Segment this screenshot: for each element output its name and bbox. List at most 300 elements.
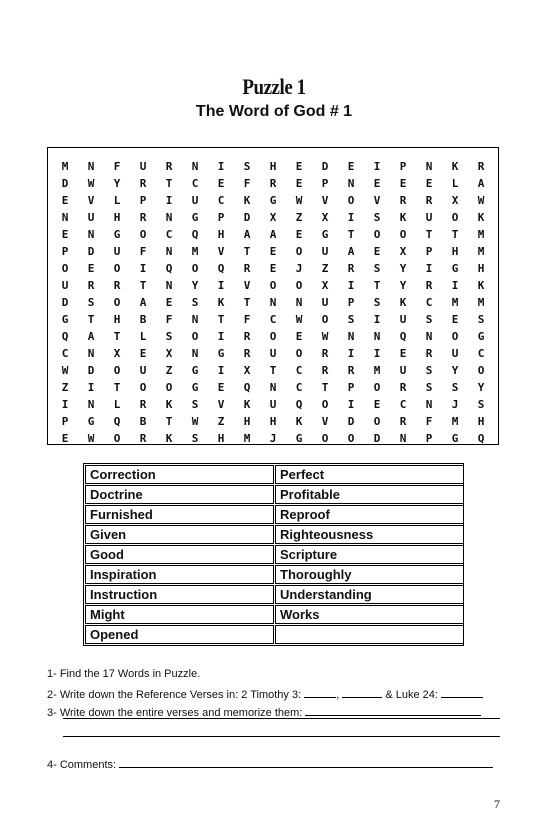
grid-letter[interactable]: S	[425, 313, 433, 326]
grid-letter[interactable]: D	[373, 432, 381, 445]
grid-letter[interactable]: N	[165, 211, 173, 224]
grid-letter[interactable]: E	[295, 228, 303, 241]
grid-letter[interactable]: F	[139, 245, 147, 258]
grid-letter[interactable]: U	[61, 279, 69, 292]
grid-letter[interactable]: T	[165, 177, 173, 190]
verses-blank-line-2[interactable]	[63, 718, 500, 719]
grid-letter[interactable]: I	[347, 398, 355, 411]
grid-letter[interactable]: H	[269, 415, 277, 428]
grid-letter[interactable]: A	[87, 330, 95, 343]
grid-letter[interactable]: H	[451, 245, 459, 258]
grid-letter[interactable]: I	[347, 211, 355, 224]
grid-letter[interactable]: H	[113, 313, 121, 326]
grid-letter[interactable]: N	[191, 347, 199, 360]
grid-letter[interactable]: Z	[295, 211, 303, 224]
instruction-write-text: 3- Write down the entire verses and memorize them:	[47, 707, 306, 719]
grid-letter[interactable]: U	[269, 347, 277, 360]
grid-letter[interactable]: X	[243, 364, 251, 377]
grid-letter[interactable]: J	[451, 398, 459, 411]
grid-letter[interactable]: Z	[217, 415, 225, 428]
grid-letter[interactable]: R	[347, 262, 355, 275]
grid-letter[interactable]: H	[113, 211, 121, 224]
comments-blank-line[interactable]	[119, 756, 493, 768]
verses-blank-line-3[interactable]	[63, 736, 500, 737]
grid-letter[interactable]: U	[399, 313, 407, 326]
grid-letter[interactable]: R	[139, 398, 147, 411]
grid-letter[interactable]: E	[269, 245, 277, 258]
grid-letter[interactable]: Y	[399, 279, 407, 292]
grid-letter[interactable]: I	[217, 160, 225, 173]
grid-letter[interactable]: K	[477, 211, 485, 224]
grid-letter[interactable]: G	[217, 347, 225, 360]
grid-letter[interactable]: N	[373, 330, 381, 343]
grid-letter[interactable]: C	[191, 177, 199, 190]
grid-letter[interactable]: D	[61, 296, 69, 309]
grid-letter[interactable]: P	[321, 177, 329, 190]
grid-letter[interactable]: U	[321, 245, 329, 258]
grid-letter[interactable]: V	[243, 279, 251, 292]
grid-letter[interactable]: Q	[113, 415, 121, 428]
grid-letter[interactable]: R	[425, 194, 433, 207]
grid-letter[interactable]: I	[217, 330, 225, 343]
verses-blank-line-1[interactable]	[305, 704, 481, 716]
grid-letter[interactable]: L	[113, 194, 121, 207]
grid-letter[interactable]: P	[425, 432, 433, 445]
grid-letter[interactable]: F	[243, 177, 251, 190]
grid-letter[interactable]: I	[451, 279, 459, 292]
grid-letter[interactable]: E	[295, 177, 303, 190]
verse-blank-3[interactable]	[441, 686, 483, 698]
grid-letter[interactable]: V	[321, 194, 329, 207]
grid-letter[interactable]: N	[347, 330, 355, 343]
grid-letter[interactable]: Q	[217, 262, 225, 275]
grid-letter[interactable]: F	[243, 313, 251, 326]
grid-letter[interactable]: O	[451, 211, 459, 224]
grid-letter[interactable]: L	[113, 398, 121, 411]
grid-letter[interactable]: X	[451, 194, 459, 207]
grid-letter[interactable]: N	[87, 160, 95, 173]
grid-letter[interactable]: G	[451, 262, 459, 275]
grid-letter[interactable]: M	[61, 160, 69, 173]
grid-letter[interactable]: W	[295, 313, 303, 326]
grid-letter[interactable]: R	[347, 364, 355, 377]
grid-letter[interactable]: O	[347, 432, 355, 445]
grid-letter[interactable]: R	[113, 279, 121, 292]
grid-letter[interactable]: R	[87, 279, 95, 292]
grid-letter[interactable]: R	[321, 347, 329, 360]
grid-letter[interactable]: X	[321, 211, 329, 224]
grid-letter[interactable]: Q	[61, 330, 69, 343]
grid-letter[interactable]: R	[425, 347, 433, 360]
grid-letter[interactable]: T	[165, 415, 173, 428]
grid-letter[interactable]: R	[139, 432, 147, 445]
grid-letter[interactable]: N	[269, 381, 277, 394]
grid-letter[interactable]: E	[373, 177, 381, 190]
grid-letter[interactable]: R	[243, 347, 251, 360]
grid-letter[interactable]: U	[399, 364, 407, 377]
grid-letter[interactable]: O	[269, 330, 277, 343]
grid-letter[interactable]: T	[139, 279, 147, 292]
grid-letter[interactable]: U	[269, 398, 277, 411]
grid-letter[interactable]: T	[347, 228, 355, 241]
grid-letter[interactable]: E	[217, 177, 225, 190]
grid-letter[interactable]: N	[191, 313, 199, 326]
grid-letter[interactable]: R	[399, 381, 407, 394]
grid-letter[interactable]: X	[113, 347, 121, 360]
grid-letter[interactable]: U	[321, 296, 329, 309]
grid-letter[interactable]: A	[269, 228, 277, 241]
grid-letter[interactable]: G	[191, 211, 199, 224]
grid-letter[interactable]: E	[269, 262, 277, 275]
grid-letter[interactable]: I	[139, 262, 147, 275]
grid-letter[interactable]: O	[373, 228, 381, 241]
grid-letter[interactable]: N	[425, 330, 433, 343]
word-list-item: Inspiration	[85, 565, 274, 584]
grid-letter[interactable]: N	[87, 347, 95, 360]
grid-letter[interactable]: K	[165, 398, 173, 411]
verse-separator-2: & Luke 24:	[382, 689, 442, 701]
grid-letter[interactable]: R	[165, 160, 173, 173]
grid-letter[interactable]: I	[373, 160, 381, 173]
grid-letter[interactable]: Y	[477, 381, 485, 394]
grid-letter[interactable]: Z	[321, 262, 329, 275]
grid-letter[interactable]: Y	[399, 262, 407, 275]
grid-letter[interactable]: H	[477, 415, 485, 428]
grid-letter[interactable]: O	[295, 279, 303, 292]
grid-letter[interactable]: Q	[295, 398, 303, 411]
grid-letter[interactable]: I	[61, 398, 69, 411]
grid-letter[interactable]: O	[139, 381, 147, 394]
grid-letter[interactable]: S	[373, 262, 381, 275]
grid-letter[interactable]: O	[269, 279, 277, 292]
grid-letter[interactable]: G	[295, 432, 303, 445]
grid-letter[interactable]: M	[451, 415, 459, 428]
grid-letter[interactable]: E	[165, 296, 173, 309]
grid-letter[interactable]: C	[477, 347, 485, 360]
grid-letter[interactable]: H	[243, 415, 251, 428]
grid-letter[interactable]: E	[61, 432, 69, 445]
grid-letter[interactable]: U	[191, 194, 199, 207]
grid-letter[interactable]: P	[399, 160, 407, 173]
grid-letter[interactable]: T	[217, 313, 225, 326]
grid-letter[interactable]: N	[425, 398, 433, 411]
grid-letter[interactable]: K	[451, 160, 459, 173]
grid-letter[interactable]: O	[113, 432, 121, 445]
grid-letter[interactable]: Q	[399, 330, 407, 343]
grid-letter[interactable]: A	[243, 228, 251, 241]
grid-letter[interactable]: A	[477, 177, 485, 190]
grid-letter[interactable]: Q	[191, 228, 199, 241]
grid-letter[interactable]: C	[399, 398, 407, 411]
grid-letter[interactable]: V	[87, 194, 95, 207]
grid-letter[interactable]: O	[373, 415, 381, 428]
grid-letter[interactable]: P	[217, 211, 225, 224]
grid-letter[interactable]: R	[139, 177, 147, 190]
grid-letter[interactable]: E	[87, 262, 95, 275]
grid-letter[interactable]: S	[87, 296, 95, 309]
grid-letter[interactable]: W	[61, 364, 69, 377]
grid-letter[interactable]: W	[295, 194, 303, 207]
grid-letter[interactable]: B	[139, 313, 147, 326]
grid-letter[interactable]: S	[425, 381, 433, 394]
grid-letter[interactable]: Q	[165, 262, 173, 275]
verse-separator-1: ,	[336, 689, 343, 701]
grid-letter[interactable]: O	[113, 296, 121, 309]
grid-letter[interactable]: A	[347, 245, 355, 258]
grid-letter[interactable]: C	[217, 194, 225, 207]
grid-letter[interactable]: G	[191, 364, 199, 377]
grid-letter[interactable]: G	[61, 313, 69, 326]
grid-letter[interactable]: S	[191, 432, 199, 445]
grid-letter[interactable]: P	[61, 245, 69, 258]
grid-letter[interactable]: O	[165, 381, 173, 394]
grid-letter[interactable]: N	[425, 160, 433, 173]
grid-letter[interactable]: N	[165, 245, 173, 258]
grid-letter[interactable]: O	[191, 330, 199, 343]
grid-letter[interactable]: R	[399, 194, 407, 207]
grid-letter[interactable]: O	[321, 313, 329, 326]
grid-letter[interactable]: E	[373, 245, 381, 258]
grid-letter[interactable]: A	[139, 296, 147, 309]
grid-letter[interactable]: K	[399, 296, 407, 309]
grid-letter[interactable]: K	[165, 432, 173, 445]
grid-letter[interactable]: F	[113, 160, 121, 173]
grid-letter[interactable]: C	[295, 381, 303, 394]
grid-letter[interactable]: I	[425, 262, 433, 275]
grid-letter[interactable]: W	[87, 432, 95, 445]
grid-letter[interactable]: S	[477, 398, 485, 411]
grid-letter[interactable]: M	[373, 364, 381, 377]
grid-letter[interactable]: G	[451, 432, 459, 445]
grid-letter[interactable]: D	[347, 415, 355, 428]
grid-letter[interactable]: D	[87, 364, 95, 377]
grid-letter[interactable]: J	[295, 262, 303, 275]
grid-letter[interactable]: N	[87, 398, 95, 411]
grid-letter[interactable]: O	[113, 262, 121, 275]
grid-letter[interactable]: G	[113, 228, 121, 241]
grid-letter[interactable]: S	[373, 211, 381, 224]
grid-letter[interactable]: G	[87, 415, 95, 428]
grid-letter[interactable]: Y	[113, 177, 121, 190]
grid-letter[interactable]: P	[139, 194, 147, 207]
grid-letter[interactable]: F	[165, 313, 173, 326]
grid-letter[interactable]: T	[425, 228, 433, 241]
grid-letter[interactable]: S	[425, 364, 433, 377]
grid-letter[interactable]: J	[269, 432, 277, 445]
grid-letter[interactable]: U	[113, 245, 121, 258]
grid-letter[interactable]: T	[243, 245, 251, 258]
grid-letter[interactable]: N	[269, 296, 277, 309]
grid-letter[interactable]: C	[165, 228, 173, 241]
grid-letter[interactable]: W	[321, 330, 329, 343]
grid-letter[interactable]: E	[295, 160, 303, 173]
grid-letter[interactable]: N	[191, 160, 199, 173]
grid-letter[interactable]: O	[191, 262, 199, 275]
grid-letter[interactable]: E	[61, 194, 69, 207]
grid-letter[interactable]: H	[217, 432, 225, 445]
grid-letter[interactable]: G	[269, 194, 277, 207]
grid-letter[interactable]: S	[373, 296, 381, 309]
grid-letter[interactable]: Z	[165, 364, 173, 377]
grid-letter[interactable]: N	[347, 177, 355, 190]
grid-letter[interactable]: K	[243, 194, 251, 207]
grid-letter[interactable]: U	[451, 347, 459, 360]
grid-letter[interactable]: I	[373, 313, 381, 326]
grid-letter[interactable]: U	[139, 160, 147, 173]
grid-letter[interactable]: Q	[243, 381, 251, 394]
grid-letter[interactable]: E	[425, 177, 433, 190]
grid-letter[interactable]: Z	[61, 381, 69, 394]
grid-letter[interactable]: X	[321, 279, 329, 292]
grid-letter[interactable]: L	[451, 177, 459, 190]
grid-letter[interactable]: E	[399, 347, 407, 360]
grid-letter[interactable]: I	[87, 381, 95, 394]
grid-letter[interactable]: T	[321, 381, 329, 394]
grid-letter[interactable]: R	[243, 330, 251, 343]
grid-letter[interactable]: R	[399, 415, 407, 428]
grid-letter[interactable]: Y	[451, 364, 459, 377]
grid-letter[interactable]: M	[243, 432, 251, 445]
grid-letter[interactable]: M	[451, 296, 459, 309]
grid-letter[interactable]: O	[451, 330, 459, 343]
grid-letter[interactable]: V	[217, 398, 225, 411]
grid-letter[interactable]: H	[269, 160, 277, 173]
grid-letter[interactable]: R	[477, 160, 485, 173]
grid-letter[interactable]: O	[139, 228, 147, 241]
grid-letter[interactable]: U	[425, 211, 433, 224]
grid-letter[interactable]: N	[399, 432, 407, 445]
grid-letter[interactable]: S	[191, 296, 199, 309]
grid-letter[interactable]: Y	[191, 279, 199, 292]
grid-letter[interactable]: T	[269, 364, 277, 377]
grid-letter[interactable]: M	[477, 245, 485, 258]
grid-letter[interactable]: K	[399, 211, 407, 224]
grid-letter[interactable]: S	[451, 381, 459, 394]
grid-letter[interactable]: C	[295, 364, 303, 377]
grid-letter[interactable]: I	[347, 279, 355, 292]
grid-letter[interactable]: O	[477, 364, 485, 377]
grid-letter[interactable]: T	[373, 279, 381, 292]
grid-letter[interactable]: K	[217, 296, 225, 309]
grid-letter[interactable]: E	[217, 381, 225, 394]
grid-letter[interactable]: O	[399, 228, 407, 241]
grid-letter[interactable]: M	[477, 228, 485, 241]
grid-letter[interactable]: O	[61, 262, 69, 275]
grid-letter[interactable]: R	[269, 177, 277, 190]
grid-letter[interactable]: M	[191, 245, 199, 258]
grid-letter[interactable]: P	[425, 245, 433, 258]
grid-letter[interactable]: O	[295, 347, 303, 360]
grid-letter[interactable]: V	[373, 194, 381, 207]
grid-letter[interactable]: P	[61, 415, 69, 428]
grid-letter[interactable]: F	[425, 415, 433, 428]
grid-letter[interactable]: D	[87, 245, 95, 258]
grid-letter[interactable]: T	[87, 313, 95, 326]
grid-letter[interactable]: N	[87, 228, 95, 241]
grid-letter[interactable]: E	[373, 398, 381, 411]
grid-letter[interactable]: H	[217, 228, 225, 241]
grid-letter[interactable]: X	[269, 211, 277, 224]
grid-letter[interactable]: G	[321, 228, 329, 241]
grid-letter[interactable]: S	[191, 398, 199, 411]
grid-letter[interactable]: W	[87, 177, 95, 190]
grid-letter[interactable]: K	[295, 415, 303, 428]
grid-letter[interactable]: U	[139, 364, 147, 377]
grid-letter[interactable]: O	[113, 364, 121, 377]
grid-letter[interactable]: S	[165, 330, 173, 343]
grid-letter[interactable]: T	[113, 381, 121, 394]
grid-letter[interactable]: E	[295, 330, 303, 343]
grid-letter[interactable]: P	[347, 381, 355, 394]
grid-letter[interactable]: H	[477, 262, 485, 275]
grid-letter[interactable]: C	[61, 347, 69, 360]
grid-letter[interactable]: E	[399, 177, 407, 190]
grid-letter[interactable]: X	[399, 245, 407, 258]
grid-letter[interactable]: R	[321, 364, 329, 377]
grid-letter[interactable]: N	[165, 279, 173, 292]
grid-letter[interactable]: R	[139, 211, 147, 224]
grid-letter[interactable]: S	[477, 313, 485, 326]
grid-letter[interactable]: R	[425, 279, 433, 292]
grid-letter[interactable]: D	[321, 160, 329, 173]
grid-letter[interactable]: N	[61, 211, 69, 224]
grid-letter[interactable]: E	[61, 228, 69, 241]
grid-letter[interactable]: E	[139, 347, 147, 360]
grid-letter[interactable]: U	[87, 211, 95, 224]
grid-letter[interactable]: D	[243, 211, 251, 224]
grid-letter[interactable]: X	[165, 347, 173, 360]
grid-letter[interactable]: I	[217, 364, 225, 377]
grid-letter[interactable]: E	[347, 160, 355, 173]
grid-letter[interactable]: O	[295, 245, 303, 258]
grid-letter[interactable]: O	[321, 398, 329, 411]
grid-letter[interactable]: N	[295, 296, 303, 309]
grid-letter[interactable]: S	[243, 160, 251, 173]
grid-letter[interactable]: O	[347, 194, 355, 207]
grid-letter[interactable]: S	[347, 313, 355, 326]
grid-letter[interactable]: T	[451, 228, 459, 241]
grid-letter[interactable]: R	[243, 262, 251, 275]
grid-letter[interactable]: B	[139, 415, 147, 428]
grid-letter[interactable]: G	[191, 381, 199, 394]
grid-letter[interactable]: K	[477, 279, 485, 292]
grid-letter[interactable]: I	[165, 194, 173, 207]
grid-letter[interactable]: W	[191, 415, 199, 428]
grid-letter[interactable]: T	[243, 296, 251, 309]
grid-letter[interactable]: I	[217, 279, 225, 292]
grid-letter[interactable]: O	[321, 432, 329, 445]
grid-letter[interactable]: G	[477, 330, 485, 343]
grid-letter[interactable]: K	[243, 398, 251, 411]
grid-letter[interactable]: W	[477, 194, 485, 207]
grid-letter[interactable]: C	[269, 313, 277, 326]
grid-letter[interactable]: P	[347, 296, 355, 309]
grid-letter[interactable]: I	[347, 347, 355, 360]
grid-letter[interactable]: D	[61, 177, 69, 190]
grid-letter[interactable]: O	[373, 381, 381, 394]
grid-letter[interactable]: M	[477, 296, 485, 309]
grid-letter[interactable]: T	[113, 330, 121, 343]
grid-letter[interactable]: Q	[477, 432, 485, 445]
grid-letter[interactable]: E	[451, 313, 459, 326]
grid-letter[interactable]: C	[425, 296, 433, 309]
verse-blank-1[interactable]	[304, 686, 336, 698]
verse-blank-2[interactable]	[342, 686, 382, 698]
grid-letter[interactable]: V	[321, 415, 329, 428]
grid-letter[interactable]: I	[373, 347, 381, 360]
grid-letter[interactable]: L	[139, 330, 147, 343]
grid-letter[interactable]: V	[217, 245, 225, 258]
